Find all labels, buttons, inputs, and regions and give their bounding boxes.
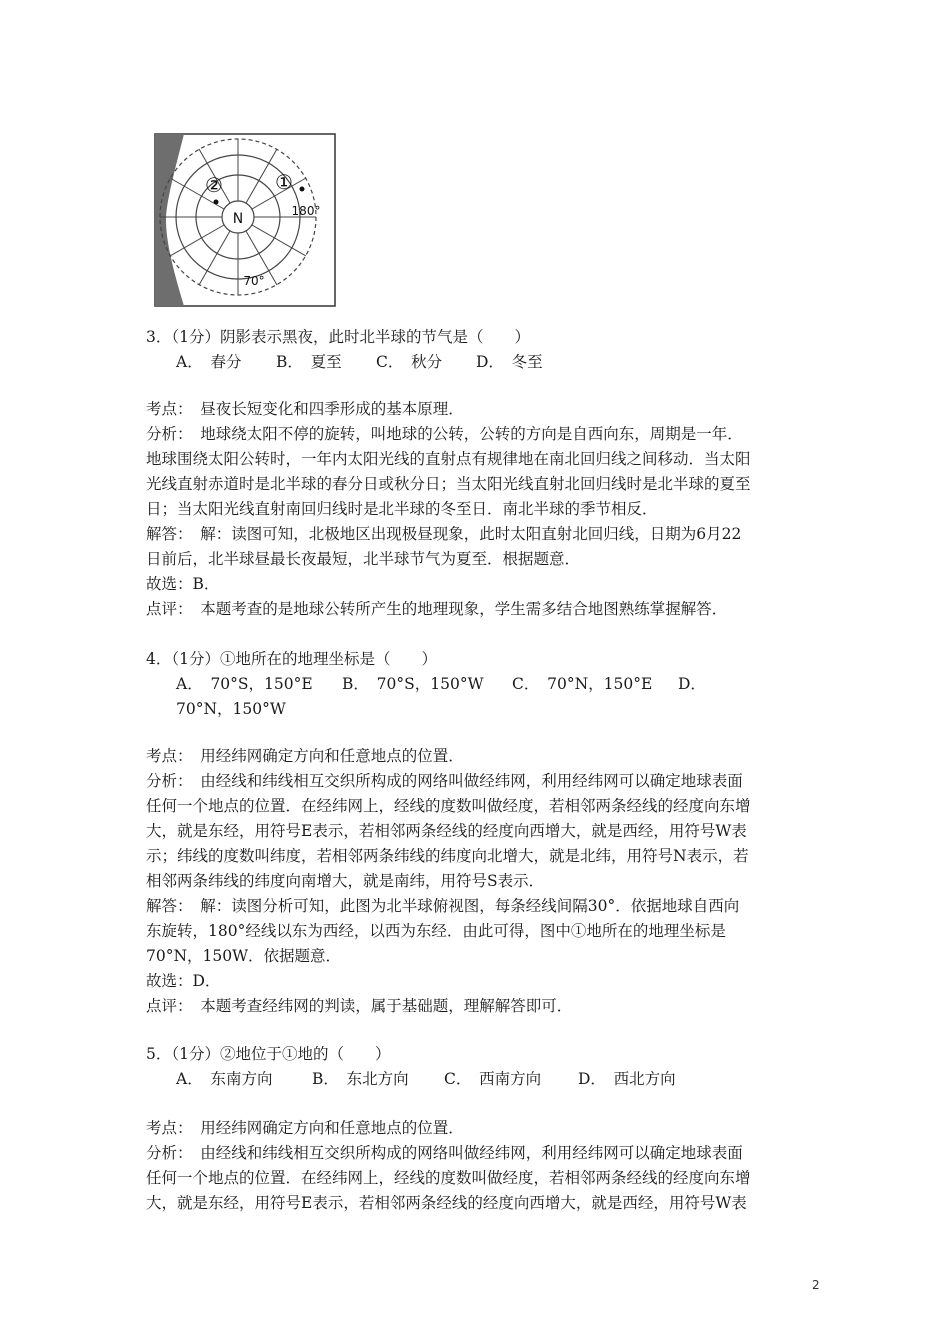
q4-stem: 4．（1分）①地所在的地理坐标是（ ） (146, 650, 437, 668)
q3-dianping: 点评： 本题考查的是地球公转所产生的地理现象，学生需多结合地图熟练掌握解答． (146, 600, 728, 618)
q5-option-a: A． 东南方向 (176, 1070, 273, 1088)
q4-fenxi-3: 大，就是东经，用符号E表示，若相邻两条经线的经度向西增大，就是西经，用符号W表 (146, 822, 747, 840)
q4-jieda-3: 70°N，150W．依据题意． (146, 947, 342, 965)
q3-option-c: C． 秋分 (376, 353, 443, 371)
q4-answer: 故选：D． (146, 972, 221, 990)
q3-fenxi-2: 地球围绕太阳公转时，一年内太阳光线的直射点有规律地在南北回归线之间移动．当太阳 (146, 450, 751, 468)
q3-option-a: A． 春分 (176, 353, 242, 371)
q3-stem: 3．（1分）阴影表示黑夜，此时北半球的节气是（ ） (146, 328, 530, 346)
q4-option-c: C． 70°N，150°E (512, 675, 653, 693)
q5-kaodian: 考点： 用经纬网确定方向和任意地点的位置． (146, 1119, 464, 1137)
q5-stem: 5．（1分）②地位于①地的（ ） (146, 1045, 391, 1063)
q4-fenxi-5: 相邻两条纬线的纬度向南增大，就是南纬，用符号S表示． (146, 872, 545, 890)
q4-dianping: 点评： 本题考查经纬网的判读，属于基础题，理解解答即可． (146, 997, 573, 1015)
q4-kaodian: 考点： 用经纬网确定方向和任意地点的位置． (146, 747, 464, 765)
q5-option-c: C． 西南方向 (444, 1070, 542, 1088)
q4-jieda-2: 东旋转，180°经线以东为西经，以西为东经．由此可得，图中①地所在的地理坐标是 (146, 922, 726, 940)
q5-fenxi-1: 分析： 由经线和纬线相互交织所构成的网络叫做经纬网，利用经纬网可以确定地球表面 (146, 1144, 743, 1162)
q4-jieda-1: 解答： 解：读图分析可知，此图为北半球俯视图，每条经线间隔30°．依据地球自西向 (146, 897, 740, 915)
q4-option-a: A． 70°S，150°E (176, 675, 313, 693)
document-body (146, 0, 826, 1344)
q4-fenxi-4: 示；纬线的度数叫纬度，若相邻两条纬线的纬度向北增大，就是北纬，用符号N表示，若 (146, 847, 749, 865)
point-2-label: ② (205, 173, 223, 197)
q3-kaodian: 考点： 昼夜长短变化和四季形成的基本原理． (146, 400, 464, 418)
lat-70-label: 70° (243, 274, 265, 288)
q4-option-d: D． (678, 675, 706, 693)
lon-180-label: 180° (291, 204, 321, 218)
point-1-label: ① (275, 170, 293, 194)
q4-fenxi-2: 任何一个地点的位置．在经纬网上，经线的度数叫做经度，若相邻两条经线的经度向东增 (146, 797, 751, 815)
q4-fenxi-1: 分析： 由经线和纬线相互交织所构成的网络叫做经纬网，利用经纬网可以确定地球表面 (146, 772, 743, 790)
page-number: 2 (812, 1278, 820, 1292)
q5-fenxi-2: 任何一个地点的位置．在经纬网上，经线的度数叫做经度，若相邻两条经线的经度向东增 (146, 1169, 751, 1187)
q5-fenxi-3: 大，就是东经，用符号E表示，若相邻两条经线的经度向西增大，就是西经，用符号W表 (146, 1194, 747, 1212)
q3-jieda-1: 解答： 解：读图可知，北极地区出现极昼现象，此时太阳直射北回归线，日期为6月22 (146, 525, 742, 543)
q4-option-d-value: 70°N，150°W (176, 700, 286, 718)
q5-option-d: D． 西北方向 (578, 1070, 676, 1088)
q3-fenxi-1: 分析： 地球绕太阳不停的旋转，叫地球的公转，公转的方向是自西向东，周期是一年． (146, 425, 743, 443)
q4-option-b: B． 70°S，150°W (342, 675, 484, 693)
north-pole-label: N (232, 211, 244, 227)
q3-jieda-2: 日前后，北半球昼最长夜最短，北半球节气为夏至．根据题意． (146, 550, 581, 568)
q3-option-b: B． 夏至 (276, 353, 342, 371)
q3-fenxi-3: 光线直射赤道时是北半球的春分日或秋分日；当太阳光线直射北回归线时是北半球的夏至 (146, 475, 751, 493)
q3-option-d: D． 冬至 (476, 353, 543, 371)
q5-option-b: B． 东北方向 (312, 1070, 409, 1088)
q3-answer: 故选：B． (146, 575, 220, 593)
q3-fenxi-4: 日；当太阳光线直射南回归线时是北半球的冬至日．南北半球的季节相反． (146, 500, 658, 518)
